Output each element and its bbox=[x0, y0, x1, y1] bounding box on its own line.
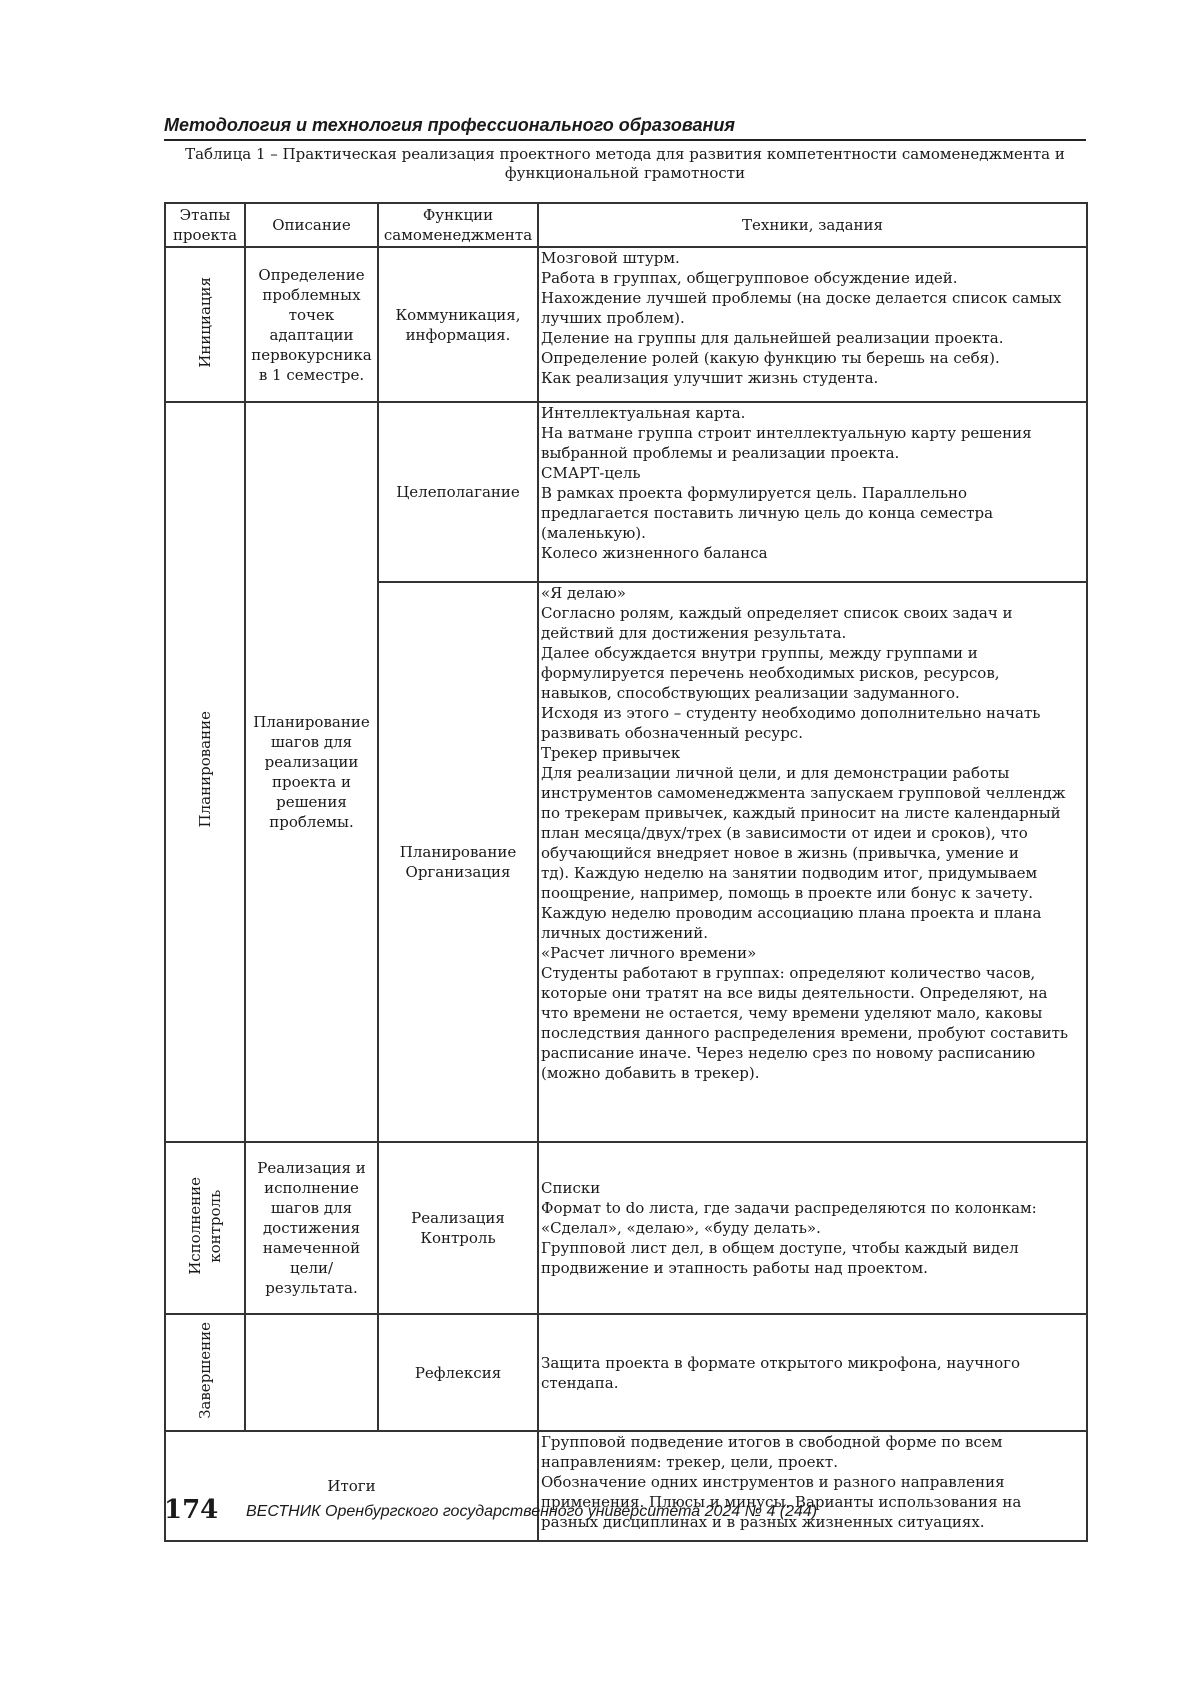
description-cell bbox=[245, 1142, 378, 1314]
text-line: Планирование bbox=[253, 713, 370, 731]
text-line: Интеллектуальная карта. bbox=[541, 404, 746, 422]
text-line: Коммуникация, bbox=[395, 305, 521, 324]
text-line: Трекер привычек bbox=[541, 744, 681, 762]
text-line: Формат to do листа, где задачи распределяются по колонкам: bbox=[541, 1199, 1037, 1217]
text-line: шагов для bbox=[270, 733, 353, 751]
techniques-cell bbox=[538, 247, 1087, 402]
text-line: достижения bbox=[262, 1219, 361, 1237]
header-row bbox=[165, 203, 1087, 247]
techniques-cell bbox=[538, 582, 1087, 1142]
text-line: первокурсника bbox=[251, 345, 372, 364]
stage-cell bbox=[165, 402, 245, 1142]
text-line: в 1 семестре. bbox=[258, 365, 365, 384]
text-line: направлениям: трекер, цели, проект. bbox=[541, 1453, 838, 1471]
text-line: проблемы. bbox=[269, 813, 354, 831]
stage-label: Инициация bbox=[196, 276, 214, 368]
project-method-table bbox=[164, 202, 1088, 1542]
description-cell bbox=[245, 247, 378, 402]
header-functions bbox=[378, 203, 538, 247]
text-line: Каждую неделю проводим ассоциацию плана проекта и плана bbox=[541, 904, 1042, 922]
running-head: Методология и технология профессионального образования bbox=[164, 115, 735, 135]
journal-title: ВЕСТНИК Оренбургского государственного университета 2024 № 4 (244) bbox=[246, 1503, 818, 1520]
text-line: по трекерам привычек, каждый приносит на листе календарный bbox=[541, 804, 1061, 822]
stage-label: Завершение bbox=[196, 1321, 214, 1419]
text-line: Защита проекта в формате открытого микрофона, научного bbox=[541, 1353, 1021, 1372]
text-line: Списки bbox=[541, 1179, 601, 1197]
text-line: поощрение, например, помощь в проекте или бонус к зачету. bbox=[541, 884, 1034, 902]
text-line: Групповой подведение итогов в свободной форме по всем bbox=[541, 1433, 1003, 1451]
text-line: которые они тратят на все виды деятельности. Определяют, на bbox=[541, 984, 1048, 1002]
stage-label-line: контроль bbox=[206, 1188, 224, 1263]
techniques-cell bbox=[538, 402, 1087, 582]
header-line: Этапы bbox=[179, 206, 231, 224]
row-initiation bbox=[165, 247, 1087, 402]
stage-cell bbox=[165, 247, 245, 402]
text-line: предлагается поставить личную цель до конца семестра bbox=[541, 504, 994, 522]
text-line: Групповой лист дел, в общем доступе, чтобы каждый видел bbox=[541, 1239, 1019, 1257]
stage-cell bbox=[165, 1142, 245, 1314]
techniques-cell bbox=[538, 1142, 1087, 1314]
text-line: Работа в группах, общегрупповое обсуждение идей. bbox=[541, 269, 958, 287]
function-cell bbox=[378, 582, 538, 1142]
page-number: 174 bbox=[164, 1495, 219, 1525]
text-line: Как реализация улучшит жизнь студента. bbox=[541, 369, 879, 387]
text-line: точек bbox=[288, 305, 335, 324]
header-line: проекта bbox=[172, 226, 238, 244]
row-planning-goal bbox=[165, 402, 1087, 582]
text-line: расписание иначе. Через неделю срез по новому расписанию bbox=[541, 1044, 1036, 1062]
text-line: план месяца/двух/трех (в зависимости от идеи и сроков), что bbox=[541, 824, 1028, 842]
text-line: Реализация bbox=[411, 1209, 505, 1227]
text-line: Определение ролей (какую функцию ты берешь на себя). bbox=[541, 349, 1000, 367]
text-line: решения bbox=[276, 793, 347, 811]
text-line: разных дисциплинах и в разных жизненных ситуациях. bbox=[541, 1513, 985, 1531]
text-line: намеченной bbox=[262, 1239, 361, 1257]
techniques-cell bbox=[538, 1314, 1087, 1431]
text-line: личных достижений. bbox=[541, 924, 709, 942]
row-results bbox=[165, 1431, 1087, 1541]
text-line: цели/ bbox=[289, 1259, 334, 1277]
stage-label-line: Исполнение bbox=[186, 1176, 204, 1275]
text-line: Контроль bbox=[420, 1229, 496, 1247]
text-line: (маленькую). bbox=[541, 524, 646, 542]
text-line: Колесо жизненного баланса bbox=[541, 544, 768, 562]
text-line: обучающийся внедряет новое в жизнь (привычка, умение и bbox=[541, 844, 1019, 862]
row-execution bbox=[165, 1142, 1087, 1314]
text-line: результата. bbox=[265, 1279, 358, 1297]
text-line: Студенты работают в группах: определяют количество часов, bbox=[541, 964, 1036, 982]
table-caption bbox=[164, 145, 1086, 183]
text-line: адаптации bbox=[269, 325, 354, 344]
stage-label bbox=[185, 1177, 225, 1275]
caption-line: Таблица 1 – Практическая реализация проектного метода для развития компетентности самоменеджмента и bbox=[185, 145, 1065, 163]
text-line: «Расчет личного времени» bbox=[541, 944, 757, 962]
text-line: проекта и bbox=[272, 773, 351, 791]
text-line: инструментов самоменеджмента запускаем групповой челлендж bbox=[541, 784, 1066, 802]
text-line: что времени не остается, чему времени уделяют мало, каковы bbox=[541, 1004, 1043, 1022]
text-line: формулируется перечень необходимых рисков, ресурсов, bbox=[541, 664, 1000, 682]
text-line: исполнение bbox=[264, 1179, 359, 1197]
text-line: «Сделал», «делаю», «буду делать». bbox=[541, 1219, 821, 1237]
text-line: СМАРТ-цель bbox=[541, 464, 641, 482]
text-line: Планирование bbox=[399, 843, 517, 861]
text-line: информация. bbox=[405, 325, 511, 344]
text-line: тд). Каждую неделю на занятии подводим итог, придумываем bbox=[541, 864, 1038, 882]
text-line: применения. Плюсы и минусы. Варианты использования на bbox=[541, 1493, 1022, 1511]
text-line: Определение bbox=[258, 265, 365, 284]
text-line: продвижение и этапность работы над проектом. bbox=[541, 1259, 928, 1277]
function-cell: Рефлексия bbox=[378, 1314, 538, 1431]
text-line: Согласно ролям, каждый определяет список своих задач и bbox=[541, 604, 1013, 622]
header-description: Описание bbox=[245, 203, 378, 247]
text-line: последствия данного распределения времени, пробуют составить bbox=[541, 1024, 1069, 1042]
text-line: Реализация и bbox=[257, 1159, 366, 1177]
header-line: Функции bbox=[422, 206, 494, 224]
text-line: Мозговой штурм. bbox=[541, 249, 680, 267]
stage-label: Планирование bbox=[196, 711, 214, 828]
text-line: Далее обсуждается внутри группы, между группами и bbox=[541, 644, 978, 662]
description-cell bbox=[245, 402, 378, 1142]
description-cell-empty bbox=[245, 1314, 378, 1431]
header-techniques: Техники, задания bbox=[538, 203, 1087, 247]
stage-cell bbox=[165, 1314, 245, 1431]
text-line: В рамках проекта формулируется цель. Параллельно bbox=[541, 484, 968, 502]
text-line: лучших проблем). bbox=[541, 309, 685, 327]
function-cell bbox=[378, 247, 538, 402]
row-completion bbox=[165, 1314, 1087, 1431]
text-line: Деление на группы для дальнейшей реализации проекта. bbox=[541, 329, 1004, 347]
text-line: действий для достижения результата. bbox=[541, 624, 847, 642]
results-label: Итоги bbox=[165, 1431, 538, 1541]
text-line: На ватмане группа строит интеллектуальную карту решения bbox=[541, 424, 1032, 442]
text-line: развивать обозначенный ресурс. bbox=[541, 724, 803, 742]
header-line: самоменеджмента bbox=[383, 226, 533, 244]
text-line: (можно добавить в трекер). bbox=[541, 1064, 760, 1082]
text-line: шагов для bbox=[270, 1199, 353, 1217]
text-line: «Я делаю» bbox=[541, 584, 626, 602]
header-stage bbox=[165, 203, 245, 247]
text-line: Организация bbox=[405, 863, 511, 881]
techniques-cell bbox=[538, 1431, 1087, 1541]
text-line: Обозначение одних инструментов и разного направления bbox=[541, 1473, 1005, 1491]
text-line: Исходя из этого – студенту необходимо дополнительно начать bbox=[541, 704, 1041, 722]
text-line: реализации bbox=[264, 753, 359, 771]
header-rule bbox=[164, 139, 1086, 141]
text-line: стендапа. bbox=[541, 1373, 619, 1392]
text-line: Нахождение лучшей проблемы (на доске делается список самых bbox=[541, 289, 1062, 307]
text-line: навыков, способствующих реализации задуманного. bbox=[541, 684, 960, 702]
function-cell: Целеполагание bbox=[378, 402, 538, 582]
text-line: проблемных bbox=[262, 285, 361, 304]
text-line: выбранной проблемы и реализации проекта. bbox=[541, 444, 900, 462]
text-line: Для реализации личной цели, и для демонстрации работы bbox=[541, 764, 1010, 782]
caption-line: функциональной грамотности bbox=[504, 164, 746, 182]
function-cell bbox=[378, 1142, 538, 1314]
